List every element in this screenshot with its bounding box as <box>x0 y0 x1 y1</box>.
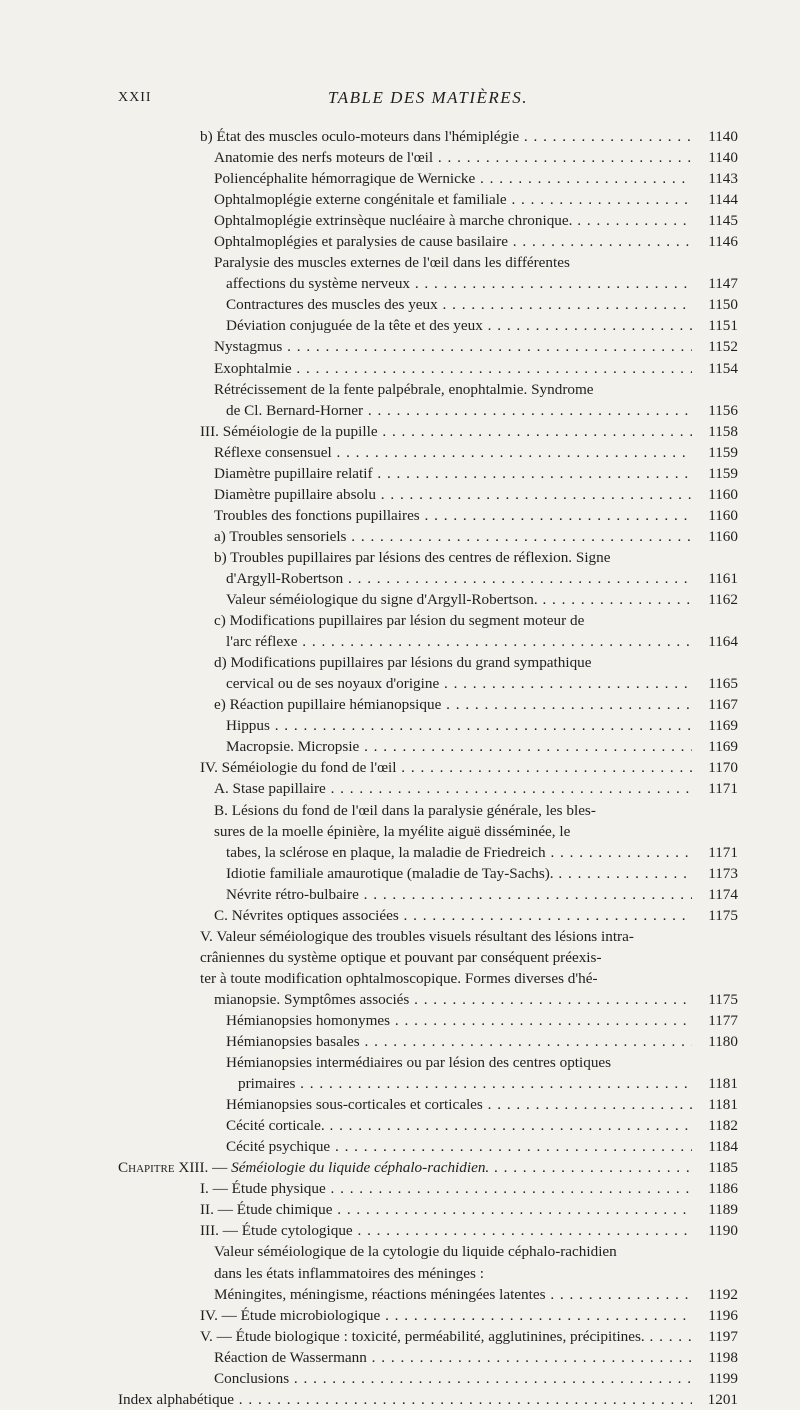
toc-page-number: 1177 <box>708 1011 738 1029</box>
toc-page-number: 1144 <box>708 191 738 209</box>
toc-entry-title: mianopsie. Symptômes associés . . . <box>214 989 692 1010</box>
chapter-heading <box>118 1157 692 1178</box>
toc-entry-title: Contractures des muscles des yeux . . . <box>226 294 692 315</box>
toc-entry-line: Valeur séméiologique de la cytologie du liquide céphalo-rachidien <box>214 1243 617 1261</box>
toc-entry-row <box>118 1157 738 1178</box>
toc-page-number: 1147 <box>708 275 738 293</box>
toc-entry-title: Troubles des fonctions pupillaires . . . <box>214 505 692 526</box>
toc-page-number: 1162 <box>708 591 738 609</box>
toc-entry-row <box>118 315 738 336</box>
toc-entry-row <box>118 757 738 778</box>
toc-entry <box>118 168 738 189</box>
toc-entry-row <box>118 1031 738 1052</box>
toc-entry-title: Hémianopsies homonymes . . . <box>226 1010 692 1031</box>
toc-entry <box>118 736 738 757</box>
toc-entry-title: Conclusions . . . <box>214 1368 692 1389</box>
toc-entry-row <box>118 1136 738 1157</box>
toc-entry-title: Index alphabétique . . . <box>118 1389 692 1410</box>
toc-entry-title: II. — Étude chimique . . . <box>200 1199 692 1220</box>
toc-entry <box>118 757 738 778</box>
toc-entry <box>118 210 738 231</box>
toc-entry-title: Idiotie familiale amaurotique (maladie de Tay-Sachs). . . . <box>226 863 692 884</box>
toc-entry <box>118 294 738 315</box>
toc-entry-row <box>118 358 738 379</box>
toc-entry <box>118 252 738 294</box>
toc-page-number: 1151 <box>708 317 738 335</box>
toc-entry-title: Diamètre pupillaire relatif . . . <box>214 463 692 484</box>
toc-entry-title: primaires . . . <box>238 1073 692 1094</box>
toc-entry-line: b) Troubles pupillaires par lésions des centres de réflexion. Signe <box>214 548 611 566</box>
toc-entry <box>118 315 738 336</box>
toc-page-number: 1160 <box>708 485 738 503</box>
toc-entry-title: de Cl. Bernard-Horner . . . <box>226 400 692 421</box>
toc-entry-row <box>118 863 738 884</box>
toc-entry-row <box>118 231 738 252</box>
toc-page-number: 1192 <box>708 1285 738 1303</box>
toc-entry-title: IV. — Étude microbiologique . . . <box>200 1305 692 1326</box>
toc-entry-title: Déviation conjuguée de la tête et des yeux . . . <box>226 315 692 336</box>
toc-entry-row <box>118 1368 738 1389</box>
toc-page-number: 1152 <box>708 338 738 356</box>
toc-entry <box>118 1389 738 1410</box>
toc-page-number: 1158 <box>708 422 738 440</box>
toc-entry-title: Diamètre pupillaire absolu . . . <box>214 484 692 505</box>
toc-entry-title: tabes, la sclérose en plaque, la maladie de Friedreich . . . <box>226 842 692 863</box>
toc-entry-title: III. Séméiologie de la pupille . . . <box>200 421 692 442</box>
toc-entry-row <box>118 1347 738 1368</box>
toc-page-number: 1159 <box>708 464 738 482</box>
toc-entry-title: C. Névrites optiques associées . . . <box>214 905 692 926</box>
toc-entry <box>118 715 738 736</box>
toc-entry-line: d) Modifications pupillaires par lésions du grand sympathique <box>214 654 592 672</box>
toc-entry <box>118 442 738 463</box>
toc-page-number: 1186 <box>708 1180 738 1198</box>
toc-entry-line: c) Modifications pupillaires par lésion du segment moteur de <box>214 612 585 630</box>
toc-entry <box>118 1326 738 1347</box>
toc-entry <box>118 1010 738 1031</box>
toc-entry-title: Poliencéphalite hémorragique de Wernicke . . . <box>214 168 692 189</box>
toc-entry-title: Ophtalmoplégie externe congénitale et familiale . . . <box>214 189 692 210</box>
toc-entry-row <box>118 778 738 799</box>
toc-entry <box>118 189 738 210</box>
table-of-contents <box>118 126 738 1410</box>
toc-page-number: 1161 <box>708 569 738 587</box>
toc-page-number: 1198 <box>708 1348 738 1366</box>
toc-page-number: 1199 <box>708 1369 738 1387</box>
toc-page-number: 1175 <box>708 990 738 1008</box>
toc-entry-line: crâniennes du système optique et pouvant par conséquent préexis- <box>200 948 602 966</box>
toc-page-number: 1181 <box>708 1075 738 1093</box>
toc-entry-title: Hippus . . . <box>226 715 692 736</box>
toc-page-number: 1165 <box>708 675 738 693</box>
toc-page-number: 1189 <box>708 1201 738 1219</box>
toc-page-number: 1171 <box>708 843 738 861</box>
toc-entry-line: B. Lésions du fond de l'œil dans la paralysie générale, les bles- <box>214 801 596 819</box>
toc-entry-row <box>118 484 738 505</box>
toc-page-number: 1184 <box>708 1138 738 1156</box>
toc-entry-row <box>118 631 738 652</box>
toc-page-number: 1190 <box>708 1222 738 1240</box>
toc-entry <box>118 589 738 610</box>
toc-entry-title: cervical ou de ses noyaux d'origine . . . <box>226 673 692 694</box>
toc-page-number: 1175 <box>708 906 738 924</box>
chapter-label: Chapitre XIII. <box>118 1159 209 1177</box>
toc-entry-title: Hémianopsies basales . . . <box>226 1031 692 1052</box>
toc-page-number: 1174 <box>708 885 738 903</box>
toc-page-number: 1140 <box>708 149 738 167</box>
toc-entry <box>118 1368 738 1389</box>
toc-entry <box>118 863 738 884</box>
toc-entry-title: Anatomie des nerfs moteurs de l'œil . . . <box>214 147 692 168</box>
toc-page-number: 1154 <box>708 359 738 377</box>
toc-entry <box>118 526 738 547</box>
toc-entry-row <box>118 1073 738 1094</box>
toc-entry-row <box>118 1178 738 1199</box>
toc-entry <box>118 1305 738 1326</box>
toc-page-number: 1159 <box>708 443 738 461</box>
toc-entry-row <box>118 526 738 547</box>
toc-entry-title: Valeur séméiologique du signe d'Argyll-Robertson. . . . <box>226 589 692 610</box>
toc-entry-row <box>118 1115 738 1136</box>
toc-page-number: 1143 <box>708 170 738 188</box>
toc-entry-row <box>118 421 738 442</box>
toc-entry <box>118 147 738 168</box>
toc-entry <box>118 1136 738 1157</box>
toc-entry-title: Nystagmus . . . <box>214 336 692 357</box>
toc-entry <box>118 778 738 799</box>
toc-entry-row <box>118 1010 738 1031</box>
toc-page-number: 1169 <box>708 738 738 756</box>
toc-entry <box>118 547 738 589</box>
toc-entry <box>118 694 738 715</box>
toc-page-number: 1169 <box>708 717 738 735</box>
toc-entry-row <box>118 442 738 463</box>
toc-entry-row <box>118 1326 738 1347</box>
toc-entry-line: V. Valeur séméiologique des troubles visuels résultant des lésions intra- <box>200 927 634 945</box>
toc-entry-row <box>118 989 738 1010</box>
toc-page-number: 1140 <box>708 128 738 145</box>
toc-entry-title: Réflexe consensuel . . . <box>214 442 692 463</box>
toc-page-number: 1160 <box>708 527 738 545</box>
toc-entry-line: dans les états inflammatoires des méninges : <box>214 1264 484 1282</box>
toc-page-number: 1196 <box>708 1306 738 1324</box>
toc-entry <box>118 505 738 526</box>
toc-entry-row <box>118 673 738 694</box>
toc-entry-title: Ophtalmoplégie extrinsèque nucléaire à marche chronique. . . . <box>214 210 692 231</box>
toc-page-number: 1156 <box>708 401 738 419</box>
toc-entry-row <box>118 336 738 357</box>
toc-entry <box>118 1220 738 1241</box>
toc-page-number: 1185 <box>708 1159 738 1177</box>
toc-entry <box>118 926 738 1010</box>
toc-entry-row <box>118 1389 738 1410</box>
toc-page-number: 1164 <box>708 633 738 651</box>
toc-entry <box>118 231 738 252</box>
toc-entry-row <box>118 210 738 231</box>
toc-entry-row <box>118 1094 738 1115</box>
toc-entry <box>118 1199 738 1220</box>
toc-entry <box>118 1094 738 1115</box>
toc-entry-row <box>118 294 738 315</box>
toc-entry <box>118 421 738 442</box>
toc-entry <box>118 1178 738 1199</box>
toc-page-number: 1171 <box>708 780 738 798</box>
toc-entry <box>118 800 738 863</box>
toc-entry-line: Paralysie des muscles externes de l'œil dans les différentes <box>214 254 570 272</box>
toc-entry-title: Cécité psychique . . . <box>226 1136 692 1157</box>
toc-entry-row <box>118 1199 738 1220</box>
toc-entry-title: V. — Étude biologique : toxicité, perméabilité, agglutinines, précipitines. . . . <box>200 1326 692 1347</box>
toc-entry-row <box>118 273 738 294</box>
toc-entry-title: IV. Séméiologie du fond de l'œil . . . <box>200 757 692 778</box>
toc-entry-row <box>118 694 738 715</box>
toc-entry <box>118 1052 738 1094</box>
toc-entry-title: Névrite rétro-bulbaire . . . <box>226 884 692 905</box>
toc-entry <box>118 652 738 694</box>
toc-entry <box>118 463 738 484</box>
toc-entry-row <box>118 736 738 757</box>
toc-entry-title: I. — Étude physique . . . <box>200 1178 692 1199</box>
toc-entry-title: e) Réaction pupillaire hémianopsique . . . <box>214 694 692 715</box>
toc-entry-row <box>118 400 738 421</box>
toc-entry-row <box>118 463 738 484</box>
toc-page-number: 1201 <box>707 1390 738 1408</box>
chapter-dash: — <box>208 1159 232 1177</box>
toc-entry-title: Ophtalmoplégies et paralysies de cause basilaire . . . <box>214 231 692 252</box>
toc-entry-title: Macropsie. Micropsie . . . <box>226 736 692 757</box>
toc-entry <box>118 379 738 421</box>
toc-entry <box>118 358 738 379</box>
toc-entry-row <box>118 147 738 168</box>
toc-entry-line: ter à toute modification ophtalmoscopique. Formes diverses d'hé- <box>200 969 598 987</box>
toc-entry-title: A. Stase papillaire . . . <box>214 778 692 799</box>
toc-entry <box>118 1031 738 1052</box>
toc-entry-title: l'arc réflexe . . . <box>226 631 692 652</box>
toc-entry-title: III. — Étude cytologique . . . <box>200 1220 692 1241</box>
toc-entry-row <box>118 126 738 147</box>
toc-entry <box>118 905 738 926</box>
toc-page-number: 1180 <box>708 1033 738 1051</box>
toc-entry-row <box>118 715 738 736</box>
toc-entry-line: Hémianopsies intermédiaires ou par lésion des centres optiques <box>226 1054 612 1072</box>
toc-entry <box>118 1347 738 1368</box>
toc-entry <box>118 1157 738 1178</box>
toc-entry-title: Réaction de Wassermann . . . <box>214 1347 692 1368</box>
toc-page-number: 1197 <box>708 1327 738 1345</box>
toc-entry-row <box>118 884 738 905</box>
toc-entry-row <box>118 1284 738 1305</box>
toc-entry <box>118 484 738 505</box>
toc-entry-title: Hémianopsies sous-corticales et corticales . . . <box>226 1094 692 1115</box>
toc-page-number: 1167 <box>708 696 738 714</box>
chapter-subject: Séméiologie du liquide céphalo-rachidien. <box>231 1159 490 1177</box>
toc-entry-line: sures de la moelle épinière, la myélite aiguë disséminée, le <box>214 822 571 840</box>
toc-page-number: 1170 <box>708 759 738 777</box>
page-folio: XXII <box>118 90 152 105</box>
toc-page-number: 1145 <box>708 212 738 230</box>
toc-entry <box>118 1241 738 1304</box>
toc-page-number: 1181 <box>708 1096 738 1114</box>
toc-entry-title: a) Troubles sensoriels . . . <box>214 526 692 547</box>
toc-entry-row <box>118 1220 738 1241</box>
toc-entry-row <box>118 189 738 210</box>
toc-entry-row <box>118 505 738 526</box>
toc-entry-row <box>118 168 738 189</box>
toc-entry <box>118 1115 738 1136</box>
toc-entry-title: b) État des muscles oculo-moteurs dans l'hémiplégie . . . <box>200 126 692 147</box>
toc-page-number: 1150 <box>708 296 738 314</box>
toc-entry-row <box>118 905 738 926</box>
toc-entry <box>118 336 738 357</box>
toc-entry-row <box>118 842 738 863</box>
page-header <box>118 88 738 112</box>
running-title: TABLE DES MATIÈRES. <box>328 88 528 107</box>
toc-entry <box>118 126 738 147</box>
toc-entry <box>118 884 738 905</box>
toc-entry-row <box>118 589 738 610</box>
toc-entry-title: Cécité corticale. . . . <box>226 1115 692 1136</box>
toc-page-number: 1182 <box>708 1117 738 1135</box>
toc-entry-title: Méningites, méningisme, réactions méningées latentes . . . <box>214 1284 692 1305</box>
toc-entry-title: d'Argyll-Robertson . . . <box>226 568 692 589</box>
toc-page-number: 1160 <box>708 506 738 524</box>
toc-entry-title: affections du système nerveux . . . <box>226 273 692 294</box>
toc-entry <box>118 610 738 652</box>
toc-page-number: 1146 <box>708 233 738 251</box>
toc-entry-title: Exophtalmie . . . <box>214 358 692 379</box>
toc-entry-line: Rétrécissement de la fente palpébrale, enophtalmie. Syndrome <box>214 380 594 398</box>
toc-entry-row <box>118 1305 738 1326</box>
toc-entry-row <box>118 568 738 589</box>
toc-page-number: 1173 <box>708 864 738 882</box>
